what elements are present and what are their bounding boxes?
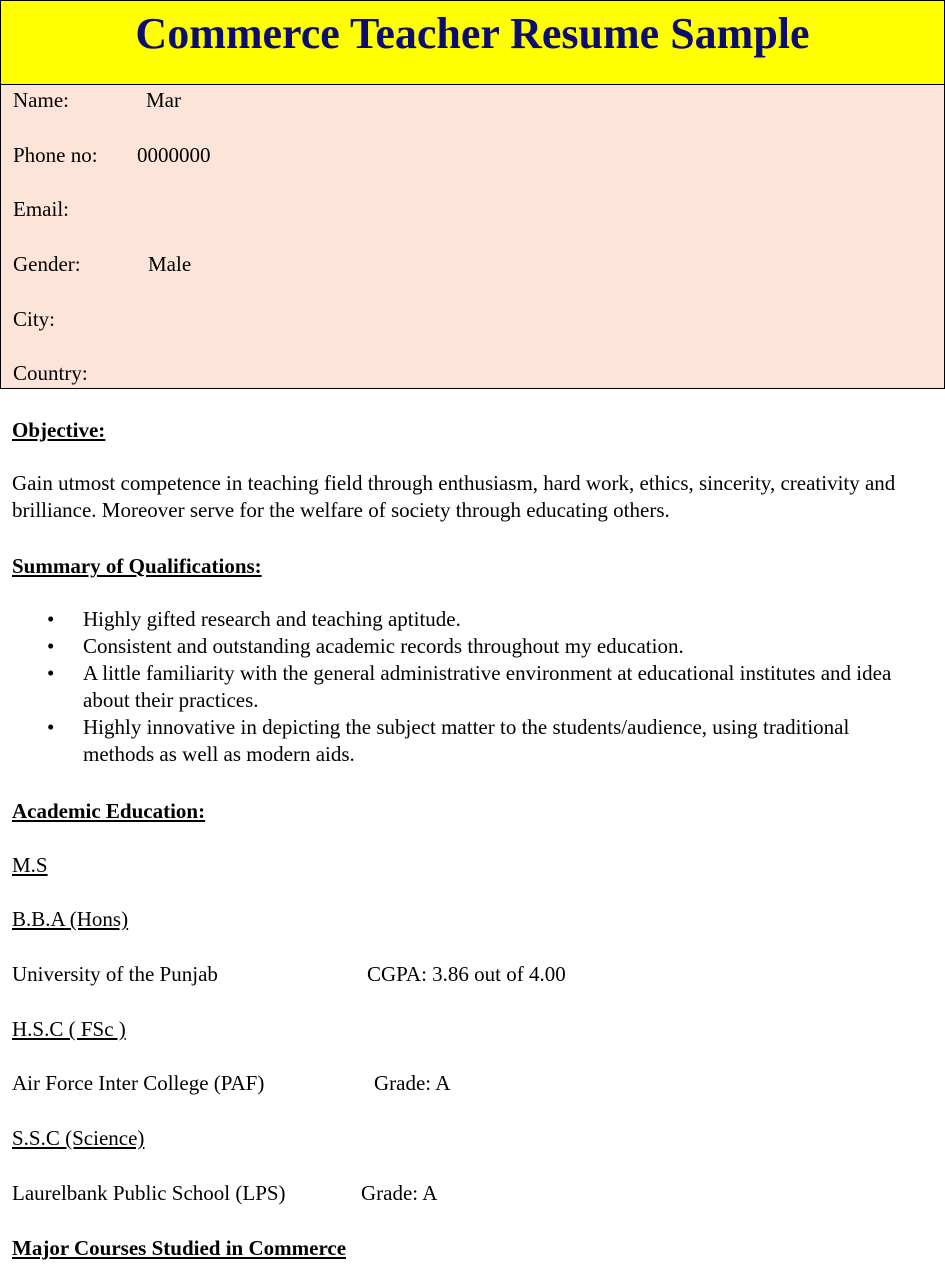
list-item — [0, 633, 923, 660]
list-item-text: Highly gifted research and teaching aptitude. — [83, 607, 461, 631]
ssc-school: Laurelbank Public School (LPS) — [12, 1181, 286, 1205]
education-heading: Academic Education: — [12, 799, 206, 823]
hsc-row — [12, 1070, 451, 1097]
objective-heading: Objective: — [12, 418, 106, 442]
name-value: Mar — [146, 88, 181, 112]
city-label: City: — [13, 307, 56, 331]
gender-row — [13, 251, 192, 277]
list-item — [0, 660, 923, 714]
list-item — [0, 714, 923, 768]
ssc-row — [12, 1180, 438, 1207]
list-item — [0, 606, 923, 633]
bullet-icon: • — [47, 715, 55, 739]
country-row — [13, 360, 88, 386]
country-label: Country: — [13, 361, 88, 385]
bullet-icon: • — [47, 661, 55, 685]
degree-ssc: S.S.C (Science) — [12, 1126, 145, 1150]
name-row — [13, 87, 181, 113]
phone-row — [13, 142, 211, 168]
phone-label: Phone no: — [13, 143, 98, 167]
city-row — [13, 306, 55, 332]
qualifications-list — [0, 606, 945, 768]
email-row — [13, 196, 69, 222]
objective-text: Gain utmost competence in teaching field through enthusiasm, hard work, ethics, sincerity, creativity and brilliance. Moreover serve for the welfare of society through educating others. — [12, 471, 896, 522]
name-label: Name: — [13, 88, 69, 112]
bba-grade: CGPA: 3.86 out of 4.00 — [367, 962, 566, 986]
hsc-school: Air Force Inter College (PAF) — [12, 1071, 265, 1095]
bullet-icon: • — [47, 607, 55, 631]
bba-school: University of the Punjab — [12, 962, 218, 986]
list-item-text: Highly innovative in depicting the subject matter to the students/audience, using traditional methods as well as modern aids. — [83, 715, 850, 766]
ssc-grade: Grade: A — [361, 1181, 438, 1205]
phone-value: 0000000 — [137, 143, 211, 167]
bullet-icon: • — [47, 634, 55, 658]
email-label: Email: — [13, 197, 69, 221]
list-item-text: Consistent and outstanding academic records throughout my education. — [83, 634, 684, 658]
degree-ms: M.S — [12, 853, 48, 877]
personal-info-box — [0, 84, 945, 389]
courses-heading: Major Courses Studied in Commerce — [12, 1236, 347, 1260]
list-item-text: A little familiarity with the general administrative environment at educational institutes and idea about their practices. — [83, 661, 892, 712]
gender-value: Male — [148, 252, 192, 276]
degree-bba: B.B.A (Hons) — [12, 907, 129, 931]
degree-hsc: H.S.C ( FSc ) — [12, 1017, 126, 1041]
qualifications-heading: Summary of Qualifications: — [12, 554, 262, 578]
hsc-grade: Grade: A — [374, 1071, 451, 1095]
page-title: Commerce Teacher Resume Sample — [0, 0, 945, 85]
bba-row — [12, 961, 566, 988]
gender-label: Gender: — [13, 252, 81, 276]
